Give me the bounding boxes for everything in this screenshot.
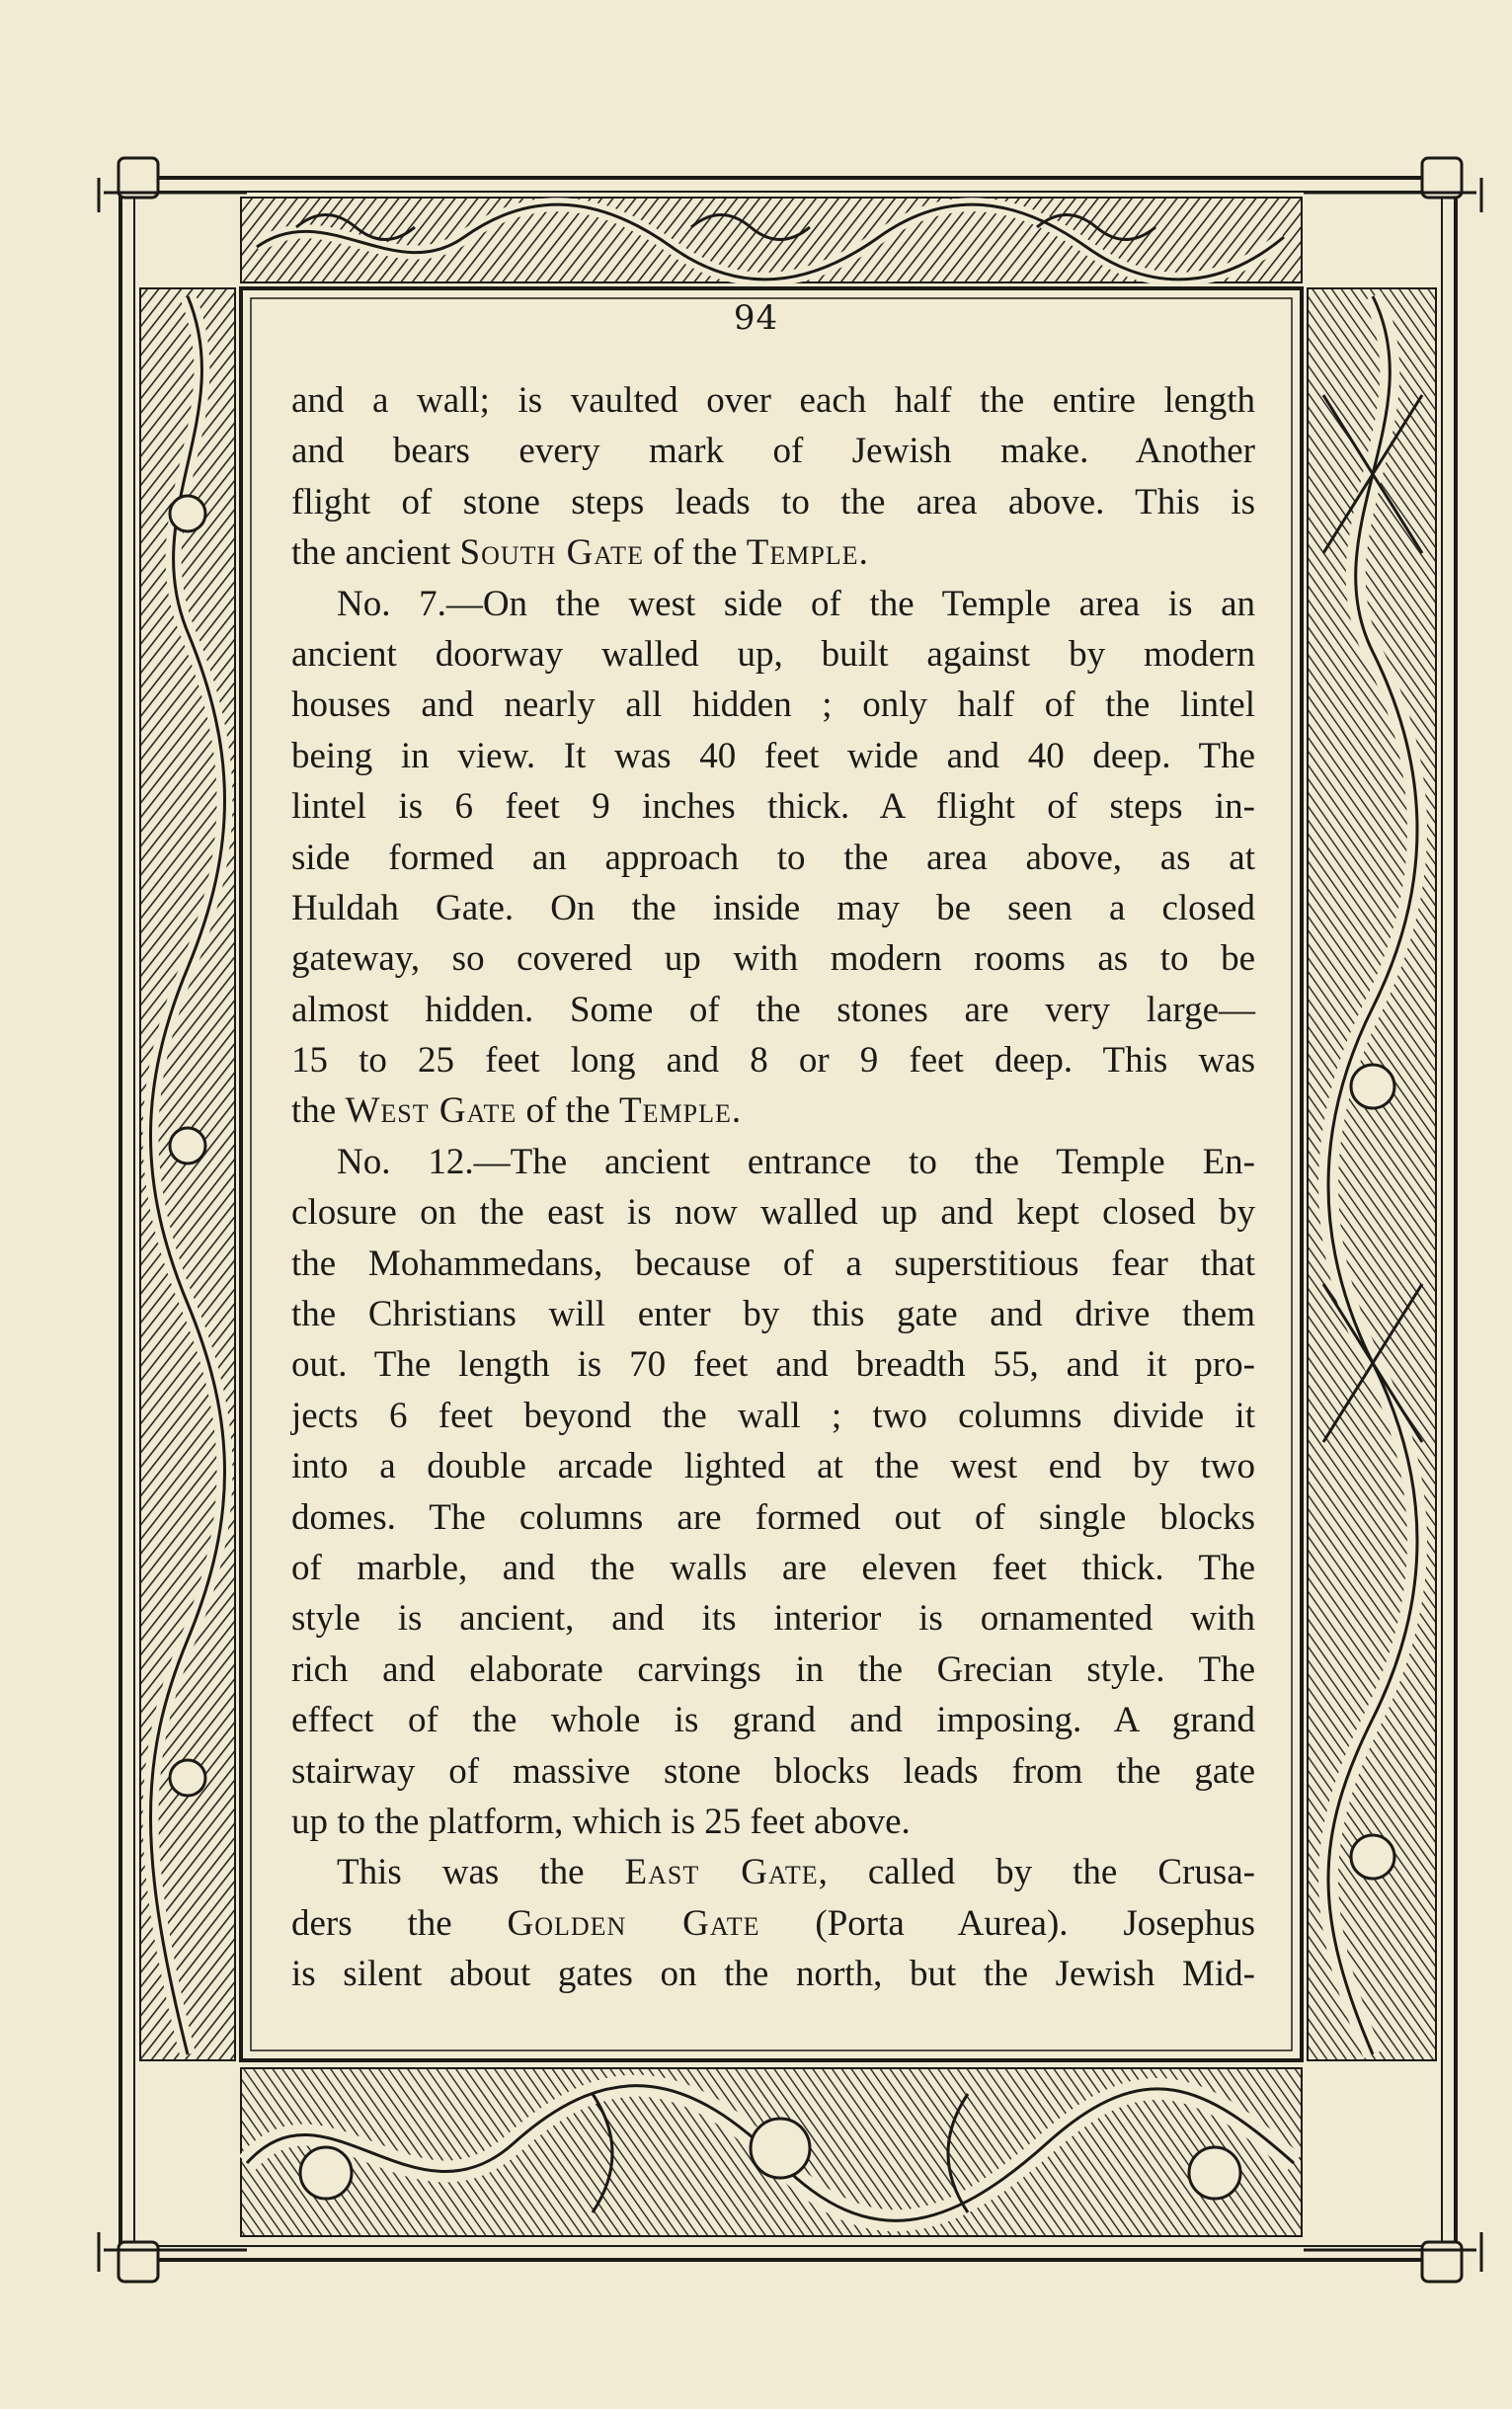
text-segment: This was the bbox=[337, 1852, 625, 1893]
small-caps-term: South Gate bbox=[459, 532, 644, 574]
text-line bbox=[291, 1085, 1255, 1136]
text-segment: flight of stone steps leads to the area above. This is bbox=[291, 481, 1255, 522]
text-segment: houses and nearly all hidden ; only half of the lintel bbox=[291, 684, 1255, 726]
text-segment: being in view. It was 40 feet wide and 40 deep. The bbox=[291, 735, 1255, 776]
text-line bbox=[291, 933, 1255, 984]
text-line bbox=[291, 1949, 1255, 1999]
text-segment: the Mohammedans, because of a superstitious fear that bbox=[291, 1243, 1255, 1284]
text-segment: jects 6 feet beyond the wall ; two columns divide it bbox=[291, 1395, 1255, 1436]
paragraph bbox=[291, 579, 1255, 1137]
text-line bbox=[291, 1746, 1255, 1797]
text-segment: 15 to 25 feet long and 8 or 9 feet deep. This was bbox=[291, 1040, 1255, 1082]
paragraph bbox=[291, 375, 1255, 579]
text-segment: (Porta Aurea). Josephus bbox=[759, 1902, 1255, 1944]
text-line bbox=[291, 833, 1255, 883]
text-segment: up to the platform, which is 25 feet above. bbox=[291, 1801, 911, 1842]
right-ornament-column bbox=[1308, 288, 1436, 2060]
text-segment: ancient doorway walled up, built against by modern bbox=[291, 633, 1255, 675]
page-number: 94 bbox=[733, 298, 779, 338]
paragraph bbox=[291, 1137, 1255, 1847]
text-segment: domes. The columns are formed out of single blocks bbox=[291, 1496, 1255, 1538]
text-line bbox=[291, 680, 1255, 730]
text-line bbox=[291, 1289, 1255, 1339]
text-segment: and bears every mark of Jewish make. Another bbox=[291, 431, 1255, 472]
text-line bbox=[291, 1492, 1255, 1543]
text-line bbox=[291, 1391, 1255, 1441]
bottom-ornament-band bbox=[241, 2068, 1302, 2236]
text-line bbox=[291, 1543, 1255, 1593]
text-segment: lintel is 6 feet 9 inches thick. A flight of steps in- bbox=[291, 786, 1255, 828]
text-segment: ders the bbox=[291, 1902, 508, 1944]
text-segment: the bbox=[291, 1090, 346, 1132]
text-segment: of marble, and the walls are eleven feet thick. The bbox=[291, 1547, 1255, 1588]
text-line bbox=[291, 1239, 1255, 1289]
text-line bbox=[291, 1137, 1255, 1187]
text-line bbox=[291, 1035, 1255, 1085]
small-caps-term: Temple bbox=[746, 532, 859, 574]
text-line bbox=[291, 731, 1255, 781]
text-segment: , called by the Crusa- bbox=[818, 1852, 1255, 1893]
text-segment: rich and elaborate carvings in the Grecian style. The bbox=[291, 1648, 1255, 1690]
text-line bbox=[291, 883, 1255, 933]
text-segment: gateway, so covered up with modern rooms as to be bbox=[291, 938, 1255, 980]
left-ornament-column bbox=[140, 288, 235, 2060]
top-ornament-band bbox=[241, 198, 1302, 282]
text-line bbox=[291, 1593, 1255, 1644]
text-segment: No. 7.—On the west side of the Temple area is an bbox=[337, 583, 1255, 624]
text-segment: stairway of massive stone blocks leads from the gate bbox=[291, 1750, 1255, 1792]
text-segment: No. 12.—The ancient entrance to the Temple En- bbox=[337, 1141, 1255, 1182]
text-line bbox=[291, 1441, 1255, 1491]
text-segment: almost hidden. Some of the stones are very large— bbox=[291, 989, 1255, 1030]
small-caps-term: West Gate bbox=[345, 1090, 517, 1132]
text-segment: and a wall; is vaulted over each half the entire length bbox=[291, 380, 1255, 421]
text-line bbox=[291, 579, 1255, 629]
text-segment: . bbox=[858, 532, 868, 574]
text-segment: is silent about gates on the north, but the Jewish Mid- bbox=[291, 1954, 1255, 1995]
text-segment: the ancient bbox=[291, 532, 460, 574]
text-segment: style is ancient, and its interior is ornamented with bbox=[291, 1598, 1255, 1640]
text-line bbox=[291, 1645, 1255, 1695]
text-line bbox=[291, 1339, 1255, 1390]
small-caps-term: Golden Gate bbox=[507, 1902, 760, 1944]
text-segment: the Christians will enter by this gate and drive them bbox=[291, 1294, 1255, 1335]
text-line bbox=[291, 1695, 1255, 1745]
text-segment: into a double arcade lighted at the west end by two bbox=[291, 1446, 1255, 1487]
text-line bbox=[291, 781, 1255, 832]
text-segment: closure on the east is now walled up and kept closed by bbox=[291, 1192, 1255, 1234]
text-line bbox=[291, 477, 1255, 527]
text-segment: out. The length is 70 feet and breadth 55, and it pro- bbox=[291, 1344, 1255, 1386]
text-segment: of the bbox=[643, 532, 747, 574]
text-segment: effect of the whole is grand and imposing. A grand bbox=[291, 1700, 1255, 1741]
text-line bbox=[291, 985, 1255, 1035]
text-line bbox=[291, 629, 1255, 680]
text-segment: side formed an approach to the area above, as at bbox=[291, 837, 1255, 878]
text-segment: . bbox=[731, 1090, 742, 1132]
text-line bbox=[291, 1187, 1255, 1238]
text-line bbox=[291, 375, 1255, 426]
text-segment: of the bbox=[517, 1090, 620, 1132]
body-text bbox=[291, 375, 1255, 2000]
text-line bbox=[291, 527, 1255, 578]
text-segment: Huldah Gate. On the inside may be seen a closed bbox=[291, 887, 1255, 928]
small-caps-term: Temple bbox=[619, 1090, 732, 1132]
text-line bbox=[291, 1847, 1255, 1897]
text-line bbox=[291, 1898, 1255, 1949]
text-line bbox=[291, 426, 1255, 476]
paragraph bbox=[291, 1847, 1255, 1999]
text-line bbox=[291, 1797, 1255, 1847]
small-caps-term: East Gate bbox=[624, 1852, 819, 1893]
